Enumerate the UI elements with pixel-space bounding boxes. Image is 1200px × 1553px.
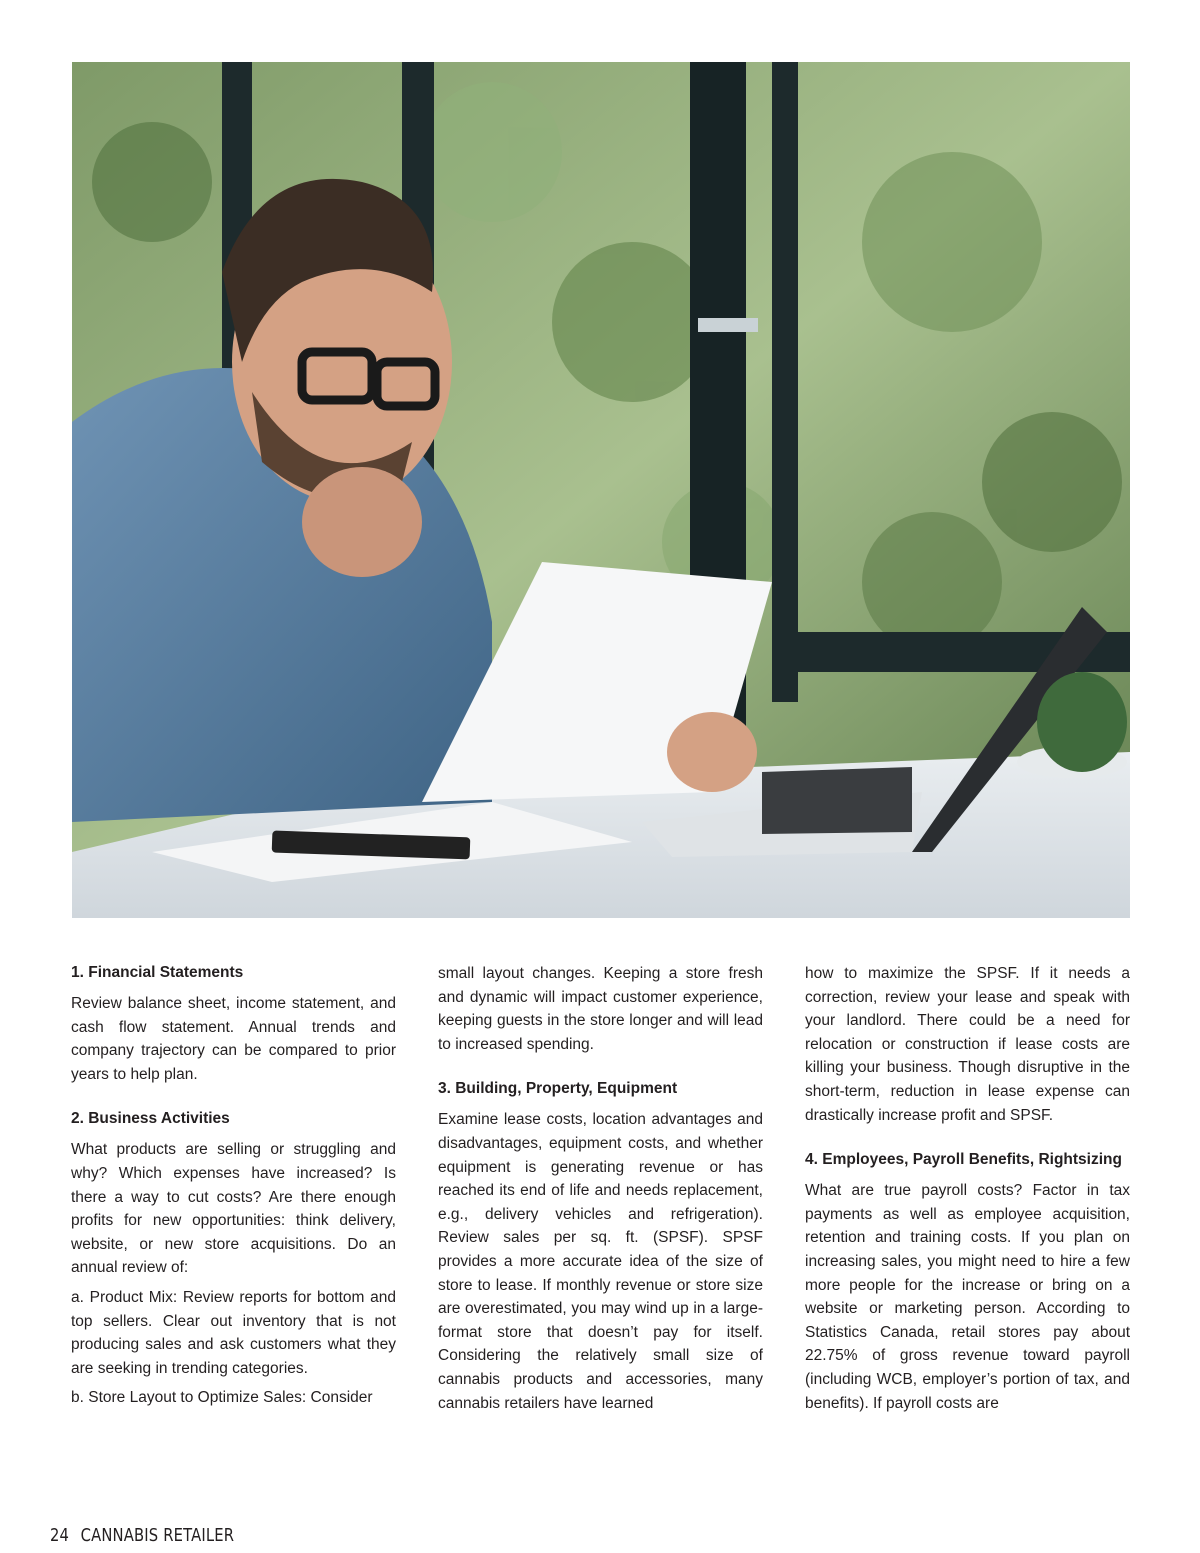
publication-name: CANNABIS RETAILER — [80, 1525, 235, 1546]
section-heading-business-activities: 2. Business Activities — [71, 1110, 230, 1128]
paragraph-product-mix: a. Product Mix: Review reports for bottom and top sellers. Clear out inventory that is not producing sales and ask customers what they are seeking in trending categories. — [71, 1288, 396, 1377]
section-heading-financial-statements: 1. Financial Statements — [71, 964, 244, 981]
section-heading-building-property-equipment: 3. Building, Property, Equipment — [438, 1080, 678, 1098]
column-3 — [805, 962, 1130, 1421]
section-heading-employees-payroll: 4. Employees, Payroll Benefits, Rightsizing — [805, 1151, 1122, 1169]
man-reviewing-documents-photo — [72, 62, 1130, 918]
column-2 — [438, 962, 763, 1421]
paragraph-business-activities: What products are selling or struggling and why? Which expenses have increased? Is there a way to cut costs? Are there enough profits for new opportunities: think delivery, website, or new store acquisitions. Do an annual review of: — [71, 1141, 396, 1277]
paragraph-store-layout-end: small layout changes. Keeping a store fresh and dynamic will impact customer experience, keeping guests in the store longer and will lead to increased spending. — [438, 965, 763, 1053]
page-footer — [50, 1525, 246, 1546]
paragraph-employees-payroll: What are true payroll costs? Factor in tax payments as well as employee acquisition, retention and training costs. If you plan on increasing sales, you might need to hire a few more people for the increase or bring on a website or marketing person. According to Statistics Canada, retail stores pay about 22.75% of gross revenue toward payroll (including WCB, employer’s portion of tax, and benefits). If payroll costs are — [805, 1182, 1130, 1412]
page-number: 24 — [50, 1525, 70, 1546]
paragraph-financial-statements: Review balance sheet, income statement, and cash flow statement. Annual trends and company trajectory can be compared to prior years to help plan. — [71, 995, 396, 1083]
paragraph-building-property-equipment: Examine lease costs, location advantages and disadvantages, equipment costs, and whether equipment is generating revenue or has reached its end of life and needs replacement, e.g., delivery vehicles and refrigeration). Review sales per sq. ft. (SPSF). SPSF provides a more accurate idea of the size of store to lease. If monthly revenue or store size are overestimated, you may wind up in a large-format store that doesn’t pay for itself. Considering the relatively small size of cannabis products and accessories, many cannabis retailers have learned — [438, 1111, 763, 1412]
photo-illustration — [72, 62, 1130, 918]
paragraph-spsf-continued: how to maximize the SPSF. If it needs a correction, review your lease and speak with your landlord. There could be a need for relocation or construction if lease costs are killing your business. Though disruptive in the short-term, reduction in lease expense can drastically increase profit and SPSF. — [805, 965, 1130, 1124]
column-1 — [71, 962, 396, 1416]
paragraph-store-layout-start: b. Store Layout to Optimize Sales: Consider — [71, 1389, 373, 1407]
